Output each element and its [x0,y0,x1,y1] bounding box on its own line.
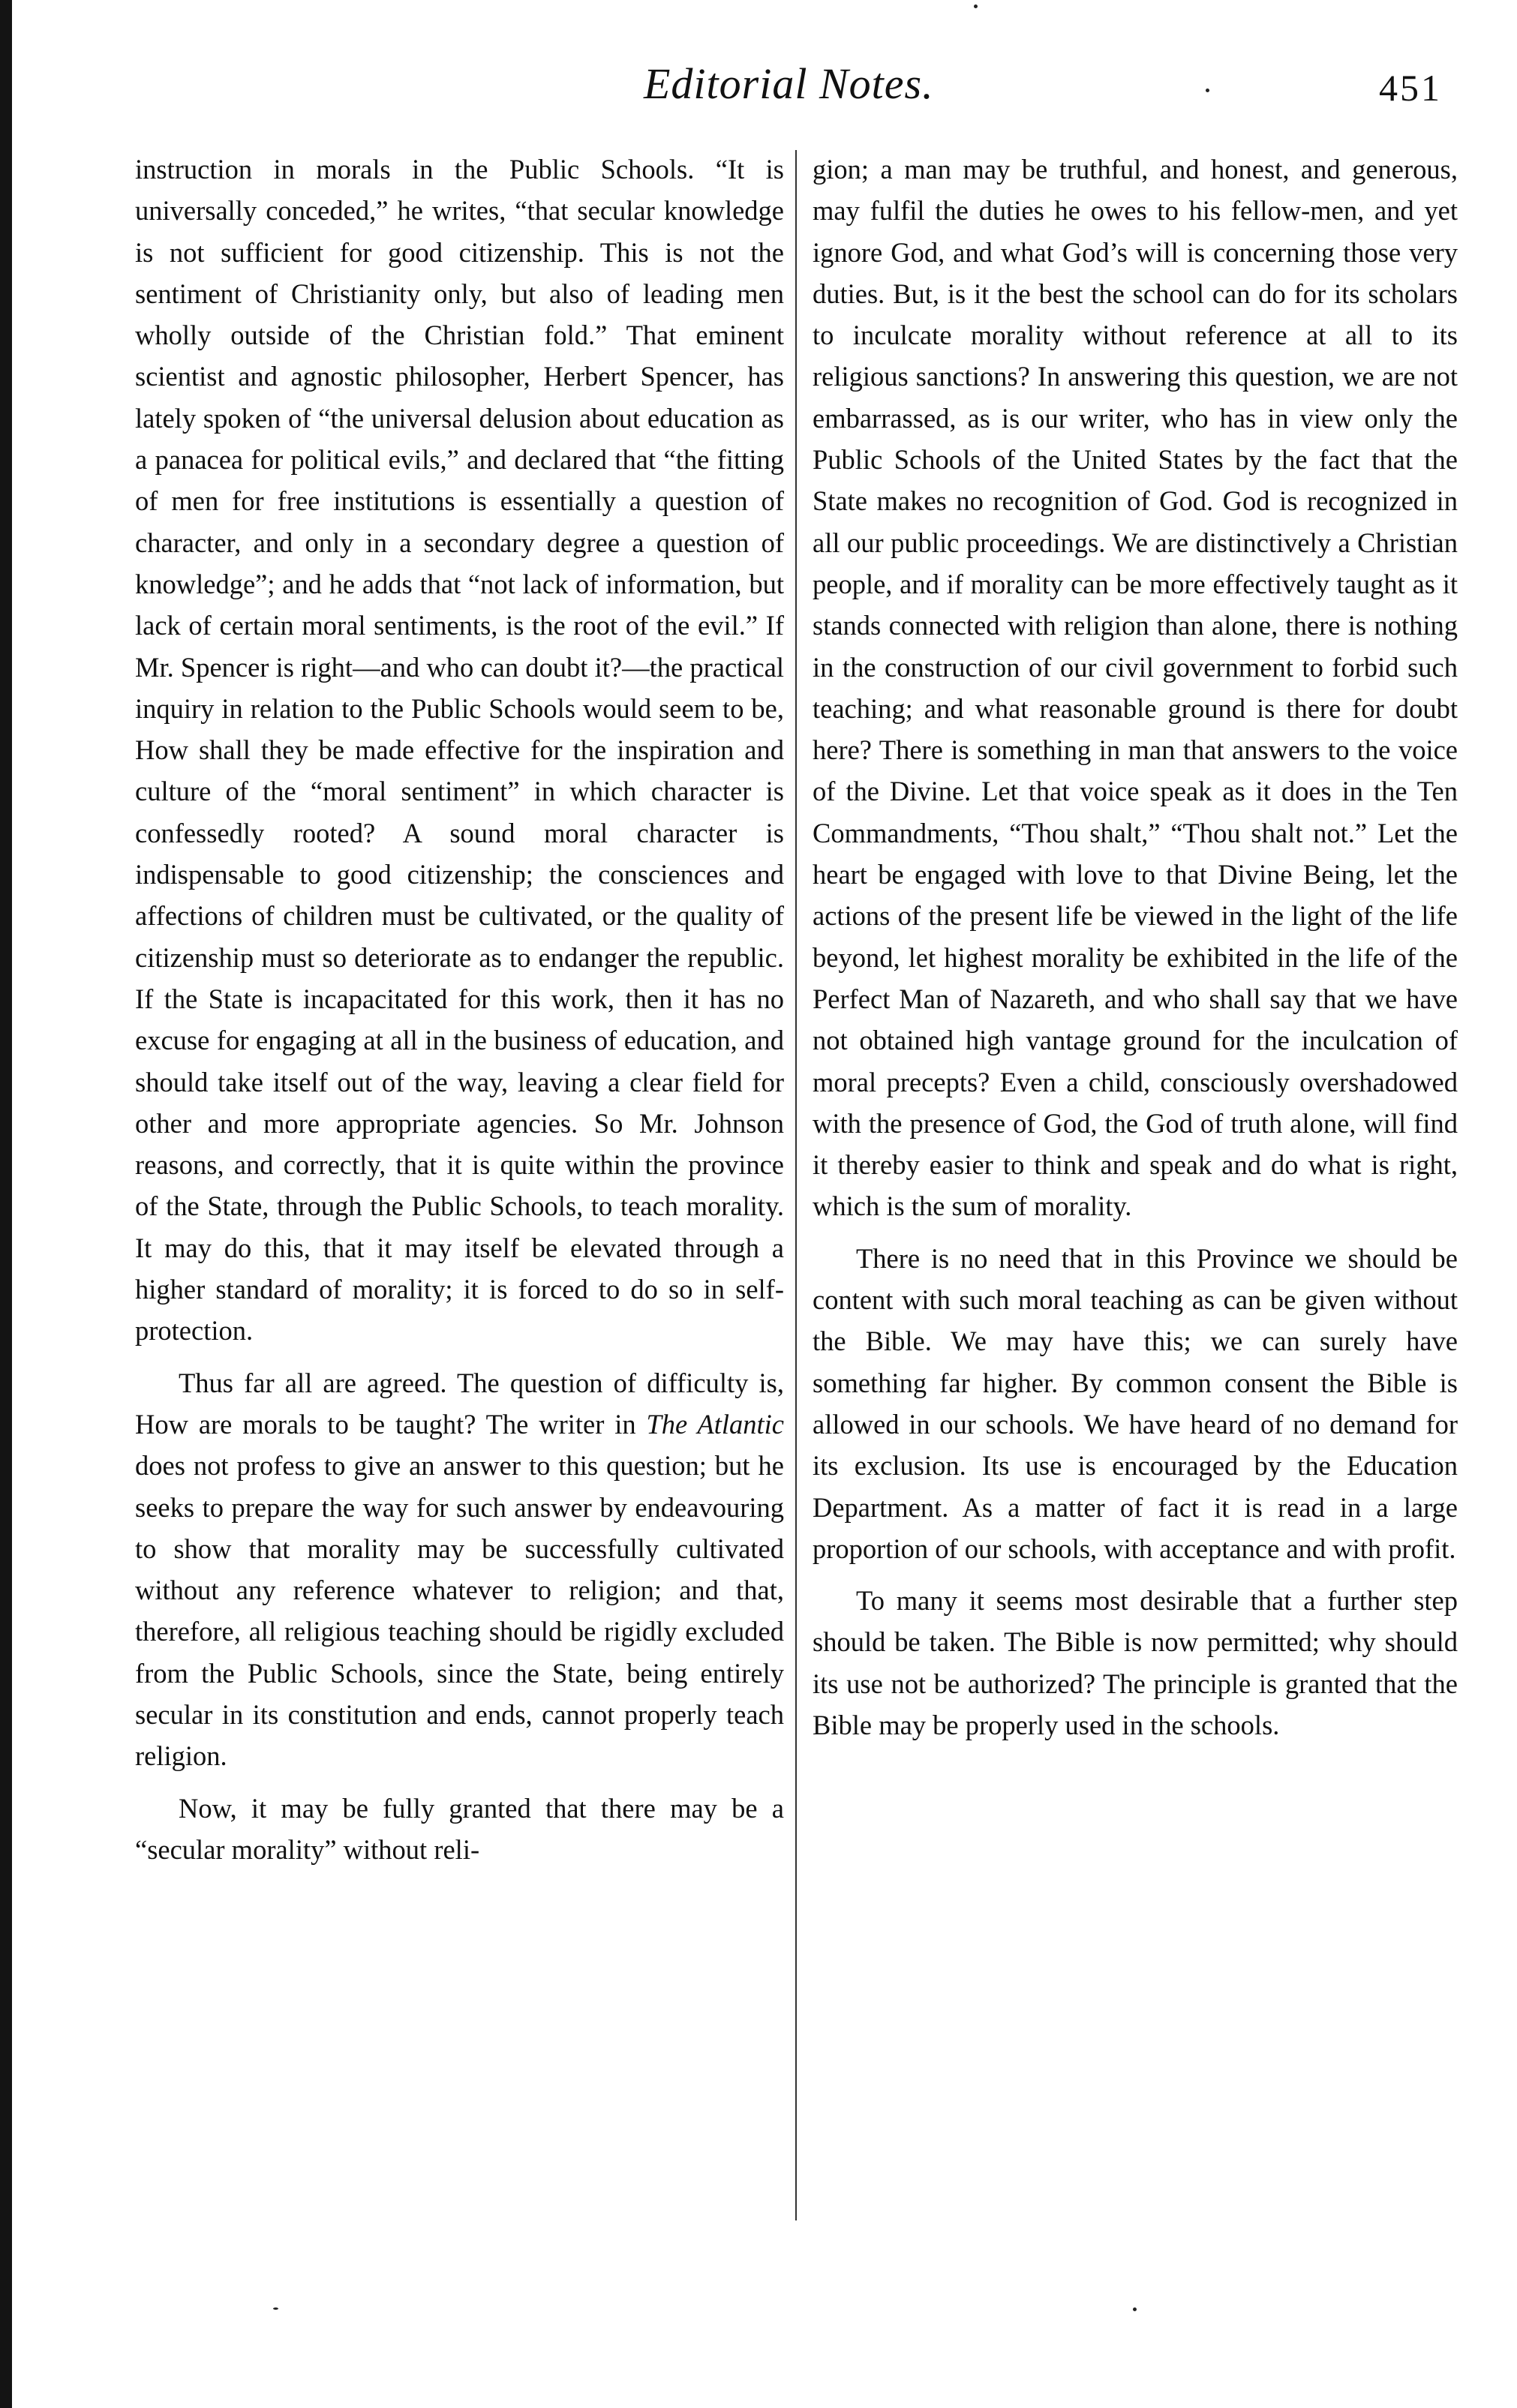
left-column [135,149,784,1870]
paragraph: There is no need that in this Province we should be content with such moral teaching as can be given without the Bible. We may have this; we can surely have something far higher. By common consent the Bible is allowed in our schools. We have heard of no demand for its exclusion. Its use is encouraged by the Education Department. As a matter of fact it is read in a large proportion of our schools, with acceptance and with profit. [813,1242,1458,1564]
paragraph-text: Thus far all are agreed. The question of difficulty is, How are morals to be taught? The writer in [135,1367,784,1440]
running-title: Editorial Notes. [644,59,934,108]
print-speck [1206,89,1209,92]
page-edge-shadow [0,0,12,2408]
paragraph: instruction in morals in the Public Schools. “It is universally conceded,” he writes, “that secular knowledge is not sufficient for good citizenship. This is not the sentiment of Christianity only, but also of leading men wholly outside of the Christian fold.” That eminent scientist and agnostic philosopher, Herbert Spencer, has lately spoken of “the universal delusion about education as a panacea for political evils,” and declared that “the fitting of men for free institutions is essentially a question of character, and only in a secondary degree a question of knowledge”; and he adds that “not lack of information, but lack of certain moral sentiments, is the root of the evil.” If Mr. Spencer is right—and who can doubt it?—the practical inquiry in relation to the Public Schools would seem to be, How shall they be made effective for the inspiration and culture of the “moral sentiment” in which character is confessedly rooted? A sound moral character is indispensable to good citizenship; the consciences and affections of children must be cultivated, or the quality of citizenship must so deteriorate as to endanger the republic. If the State is incapacitated for this work, then it has no excuse for engaging at all in the business of education, and should take itself out of the way, leaving a clear field for other and more appropriate agencies. So Mr. Johnson reasons, and correctly, that it is quite within the province of the State, through the Public Schools, to teach morality. It may do this, that it may itself be elevated through a higher standard of morality; it is forced to do so in self-protection. [135,154,784,1347]
print-speck [1133,2307,1137,2311]
paragraph: gion; a man may be truthful, and honest, and generous, may fulfil the duties he owes to his fellow-men, and yet ignore God, and what God’s will is concerning those very duties. But, is it the best the school can do for its scholars to inculcate morality without reference at all to its religious sanctions? In answering this question, we are not embarrassed, as is our writer, who has in view only the Public Schools of the United States by the fact that the State makes no recognition of God. God is recognized in all our public proceedings. We are distinctively a Christian people, and if morality can be more effectively taught as it stands connected with religion than alone, there is nothing in the construction of our civil government to forbid such teaching; and what reasonable ground is there for doubt here? There is something in man that answers to the voice of the Divine. Let that voice speak as it does in the Ten Commandments, “Thou shalt,” “Thou shalt not.” Let the heart be engaged with love to that Divine Being, let the actions of the present life be viewed in the light of the life beyond, let highest morality be exhibited in the life of the Perfect Man of Nazareth, and who shall say that we have not obtained high vantage ground for the inculcation of moral precepts? Even a child, consciously overshadowed with the presence of God, the God of truth alone, will find it thereby easier to think and speak and do what is right, which is the sum of morality. [813,154,1458,1222]
paragraph-text: does not profess to give an answer to this question; but he seeks to prepare the way for such answer by endeavouring to show that morality may be successfully cultivated without any reference whatever to religion; and that, therefore, all religious teaching should be rigidly excluded from the Public Schools, since the State, being entirely secular in its constitution and ends, cannot properly teach religion. [135,1450,784,1772]
print-speck [974,5,978,8]
page-number: 451 [1379,67,1442,109]
paragraph: To many it seems most desirable that a further step should be taken. The Bible is now permitted; why should its use not be authorized? The principle is granted that the Bible may be properly used in the schools. [813,1585,1458,1740]
periodical-title: The Atlantic [646,1408,784,1440]
right-column [813,149,1458,1746]
running-head [0,59,1517,119]
paragraph: Now, it may be fully granted that there may be a “secular morality” without reli- [135,1792,784,1865]
paragraph [135,1362,784,1777]
print-speck [273,2307,278,2310]
column-rule [795,150,797,2220]
